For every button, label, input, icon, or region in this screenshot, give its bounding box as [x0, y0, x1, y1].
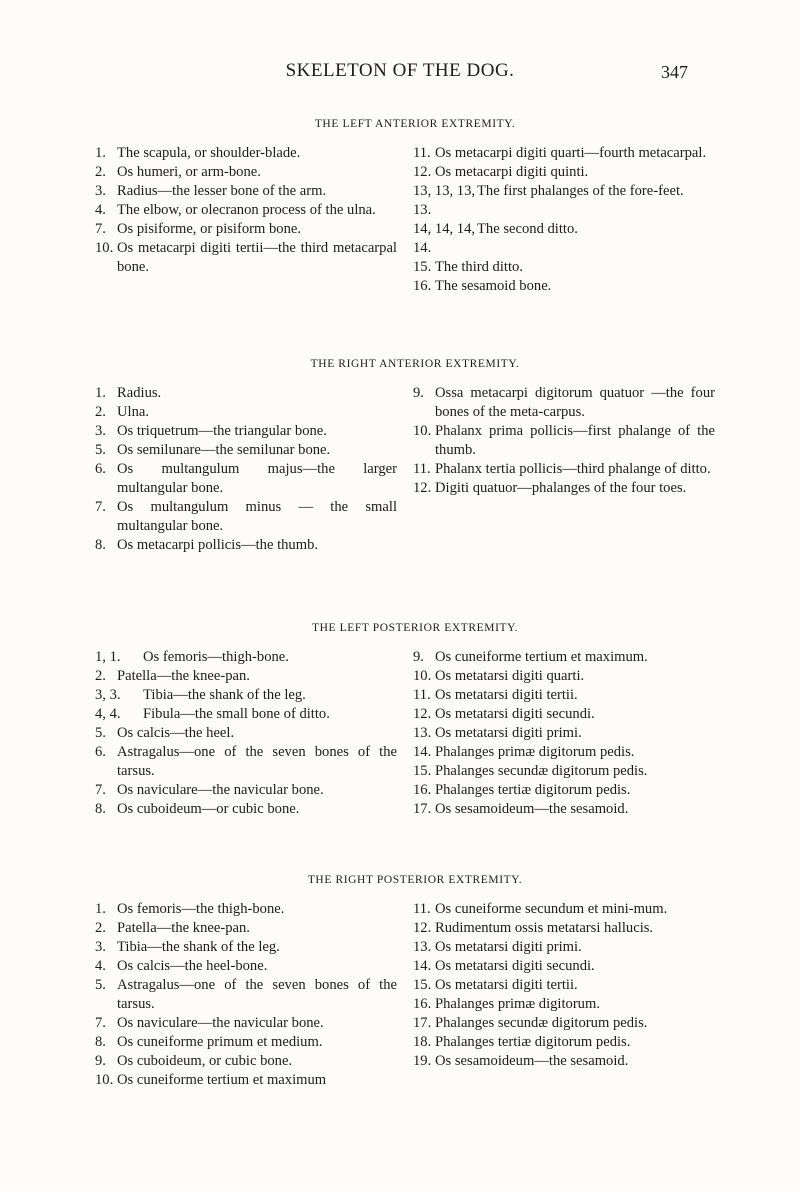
item-text: Phalanx prima pollicis—first phalange of the thumb.: [435, 423, 715, 458]
list-item: [413, 938, 715, 957]
list-item: [413, 762, 715, 781]
item-number: 12.: [413, 164, 432, 180]
item-number: 4, 4.: [95, 706, 121, 722]
section-heading: THE RIGHT POSTERIOR EXTREMITY.: [307, 874, 523, 886]
list-item: [95, 1052, 397, 1071]
right-column: [413, 384, 715, 555]
list-item: [95, 938, 397, 957]
list-item: [95, 724, 397, 743]
item-number: 18.: [413, 1034, 432, 1050]
list-item: [95, 648, 397, 667]
item-number: 15.: [413, 763, 432, 779]
item-text: Phalanges primæ digitorum.: [435, 996, 600, 1012]
item-number: 1, 1.: [95, 649, 121, 665]
list-item: [95, 220, 397, 239]
section-right-posterior: [95, 874, 715, 1090]
item-number: 13.: [413, 939, 432, 955]
item-number: 5.: [95, 977, 106, 993]
list-item: [95, 705, 397, 724]
item-number: 10.: [413, 668, 432, 684]
item-text: Os naviculare—the navicular bone.: [117, 1015, 324, 1031]
item-text: Os cuneiforme tertium et maximum.: [435, 649, 648, 665]
item-text: Os metacarpi digiti quarti—fourth metacarpal.: [435, 145, 707, 161]
list-item: [413, 144, 715, 163]
item-number: 13.: [413, 725, 432, 741]
item-text: Os metatarsi digiti primi.: [435, 939, 582, 955]
item-text: Os cuboideum—or cubic bone.: [117, 801, 300, 817]
list-item: [413, 976, 715, 995]
list-item: [413, 384, 715, 422]
running-head: [0, 60, 800, 100]
item-text: Os femoris—the thigh-bone.: [117, 901, 285, 917]
item-number: 16.: [413, 278, 432, 294]
item-number: 2.: [95, 164, 106, 180]
item-text: Os metatarsi digiti tertii.: [435, 687, 578, 703]
item-number: 7.: [95, 1015, 106, 1031]
item-number: 8.: [95, 1034, 106, 1050]
item-text: Os femoris—thigh-bone.: [143, 649, 289, 665]
item-text: Os pisiforme, or pisiform bone.: [117, 221, 302, 237]
item-number: 12.: [413, 480, 432, 496]
item-text: Astragalus—one of the seven bones of the tarsus.: [117, 744, 397, 779]
list-item: [95, 1071, 397, 1090]
item-text: Patella—the knee-pan.: [117, 920, 250, 936]
item-text: Os metatarsi digiti secundi.: [435, 958, 595, 974]
item-text: Phalanges tertiæ digitorum pedis.: [435, 782, 631, 798]
item-text: Os cuneiforme secundum et mini-mum.: [435, 901, 668, 917]
item-text: Phalanges secundæ digitorum pedis.: [435, 763, 648, 779]
list-item: [95, 976, 397, 1014]
list-item: [413, 919, 715, 938]
item-text: Os naviculare—the navicular bone.: [117, 782, 324, 798]
item-text: Os metatarsi digiti quarti.: [435, 668, 585, 684]
list-item: [95, 686, 397, 705]
item-text: Os multangulum minus — the small multangular bone.: [117, 499, 397, 534]
list-item: [95, 239, 397, 277]
item-number: 2.: [95, 404, 106, 420]
item-number: 1.: [95, 145, 106, 161]
item-number: 12.: [413, 706, 432, 722]
item-number: 16.: [413, 996, 432, 1012]
item-text: Ulna.: [117, 404, 150, 420]
right-column: [413, 144, 715, 296]
right-column: [413, 900, 715, 1090]
page-number: 347: [661, 62, 688, 82]
list-item: [413, 957, 715, 976]
item-number: 9.: [95, 1053, 106, 1069]
item-number: 17.: [413, 1015, 432, 1031]
item-text: Ossa metacarpi digitorum quatuor —the four bones of the meta-carpus.: [435, 385, 715, 420]
item-number: 15.: [413, 977, 432, 993]
item-number: 19.: [413, 1053, 432, 1069]
item-text: Os cuboideum, or cubic bone.: [117, 1053, 293, 1069]
item-number: 8.: [95, 801, 106, 817]
item-text: Digiti quatuor—phalanges of the four toes.: [435, 480, 687, 496]
list-item: [95, 163, 397, 182]
item-text: Os metatarsi digiti tertii.: [435, 977, 578, 993]
item-text: Os cuneiforme tertium et maximum: [117, 1072, 327, 1088]
list-item: [95, 919, 397, 938]
item-text: Os metatarsi digiti secundi.: [435, 706, 595, 722]
item-number: 3.: [95, 423, 106, 439]
item-number: 14.: [413, 744, 432, 760]
section-left-posterior: [95, 622, 715, 819]
item-number: 2.: [95, 920, 106, 936]
item-number: 5.: [95, 442, 106, 458]
item-text: Phalanges primæ digitorum pedis.: [435, 744, 635, 760]
item-text: Radius—the lesser bone of the arm.: [117, 183, 327, 199]
item-text: The elbow, or olecranon process of the ulna.: [117, 202, 376, 218]
list-item: [413, 163, 715, 182]
item-number: 14, 14, 14, 14.: [413, 221, 476, 256]
right-column: [413, 648, 715, 819]
list-item: [413, 800, 715, 819]
item-text: Os metacarpi pollicis—the thumb.: [117, 537, 319, 553]
item-number: 11.: [413, 687, 431, 703]
item-number: 3, 3.: [95, 687, 121, 703]
list-item: [413, 1052, 715, 1071]
list-item: [413, 479, 715, 498]
left-column: [95, 648, 397, 819]
list-item: [413, 705, 715, 724]
list-item: [413, 648, 715, 667]
list-item: [413, 686, 715, 705]
item-number: 7.: [95, 499, 106, 515]
left-column: [95, 144, 397, 296]
item-text: Fibula—the small bone of ditto.: [143, 706, 330, 722]
list-item: [95, 536, 397, 555]
list-item: [95, 743, 397, 781]
item-text: The scapula, or shoulder-blade.: [117, 145, 301, 161]
item-text: Os calcis—the heel.: [117, 725, 235, 741]
item-text: Os triquetrum—the triangular bone.: [117, 423, 327, 439]
section-right-anterior: [95, 358, 715, 555]
item-number: 9.: [413, 649, 424, 665]
item-number: 15.: [413, 259, 432, 275]
item-number: 8.: [95, 537, 106, 553]
list-item: [95, 384, 397, 403]
list-item: [413, 220, 715, 258]
item-text: Os metacarpi digiti tertii—the third metacarpal bone.: [117, 240, 397, 275]
item-text: The third ditto.: [435, 259, 523, 275]
list-item: [95, 182, 397, 201]
list-item: [413, 460, 715, 479]
item-text: Phalanx tertia pollicis—third phalange of ditto.: [435, 461, 711, 477]
list-item: [95, 403, 397, 422]
list-item: [95, 422, 397, 441]
item-text: Os metatarsi digiti primi.: [435, 725, 582, 741]
item-number: 6.: [95, 461, 106, 477]
section-heading: THE LEFT POSTERIOR EXTREMITY.: [311, 622, 519, 634]
list-item: [413, 900, 715, 919]
item-text: The first phalanges of the fore-feet.: [477, 183, 684, 199]
item-number: 16.: [413, 782, 432, 798]
list-item: [413, 995, 715, 1014]
section-heading: THE RIGHT ANTERIOR EXTREMITY.: [310, 358, 520, 370]
item-number: 6.: [95, 744, 106, 760]
item-text: Astragalus—one of the seven bones of the tarsus.: [117, 977, 397, 1012]
list-item: [95, 1033, 397, 1052]
list-item: [413, 1014, 715, 1033]
list-item: [413, 667, 715, 686]
list-item: [413, 724, 715, 743]
list-item: [413, 258, 715, 277]
item-text: Os semilunare—the semilunar bone.: [117, 442, 331, 458]
list-item: [95, 900, 397, 919]
item-number: 10.: [95, 240, 114, 256]
item-text: The sesamoid bone.: [435, 278, 552, 294]
left-column: [95, 384, 397, 555]
item-number: 4.: [95, 202, 106, 218]
left-column: [95, 900, 397, 1090]
item-number: 4.: [95, 958, 106, 974]
item-number: 17.: [413, 801, 432, 817]
item-text: Os multangulum majus—the larger multangular bone.: [117, 461, 397, 496]
item-number: 1.: [95, 385, 106, 401]
item-number: 13, 13, 13, 13.: [413, 183, 476, 218]
item-number: 3.: [95, 939, 106, 955]
item-text: The second ditto.: [477, 221, 578, 237]
list-item: [413, 182, 715, 220]
item-number: 11.: [413, 901, 431, 917]
item-number: 10.: [413, 423, 432, 439]
item-text: Os metacarpi digiti quinti.: [435, 164, 589, 180]
item-text: Tibia—the shank of the leg.: [143, 687, 306, 703]
item-number: 5.: [95, 725, 106, 741]
list-item: [95, 957, 397, 976]
item-number: 10.: [95, 1072, 114, 1088]
list-item: [413, 743, 715, 762]
section-left-anterior: [95, 118, 715, 296]
item-number: 9.: [413, 385, 424, 401]
list-item: [413, 781, 715, 800]
list-item: [95, 460, 397, 498]
item-number: 7.: [95, 782, 106, 798]
item-number: 14.: [413, 958, 432, 974]
item-text: Phalanges secundæ digitorum pedis.: [435, 1015, 648, 1031]
item-text: Os sesamoideum—the sesamoid.: [435, 801, 629, 817]
item-text: Os cuneiforme primum et medium.: [117, 1034, 323, 1050]
item-number: 3.: [95, 183, 106, 199]
item-text: Os humeri, or arm-bone.: [117, 164, 261, 180]
list-item: [95, 498, 397, 536]
item-text: Rudimentum ossis metatarsi hallucis.: [435, 920, 654, 936]
page-title: SKELETON OF THE DOG.: [285, 60, 515, 81]
list-item: [413, 422, 715, 460]
item-text: Patella—the knee-pan.: [117, 668, 250, 684]
item-number: 2.: [95, 668, 106, 684]
list-item: [95, 781, 397, 800]
list-item: [95, 800, 397, 819]
item-number: 7.: [95, 221, 106, 237]
item-number: 1.: [95, 901, 106, 917]
item-text: Os sesamoideum—the sesamoid.: [435, 1053, 629, 1069]
item-text: Os calcis—the heel-bone.: [117, 958, 268, 974]
list-item: [95, 441, 397, 460]
item-number: 11.: [413, 145, 431, 161]
list-item: [413, 1033, 715, 1052]
item-number: 12.: [413, 920, 432, 936]
item-number: 11.: [413, 461, 431, 477]
list-item: [413, 277, 715, 296]
list-item: [95, 1014, 397, 1033]
item-text: Radius.: [117, 385, 162, 401]
list-item: [95, 201, 397, 220]
list-item: [95, 667, 397, 686]
item-text: Phalanges tertiæ digitorum pedis.: [435, 1034, 631, 1050]
section-heading: THE LEFT ANTERIOR EXTREMITY.: [314, 118, 516, 130]
list-item: [95, 144, 397, 163]
item-text: Tibia—the shank of the leg.: [117, 939, 280, 955]
